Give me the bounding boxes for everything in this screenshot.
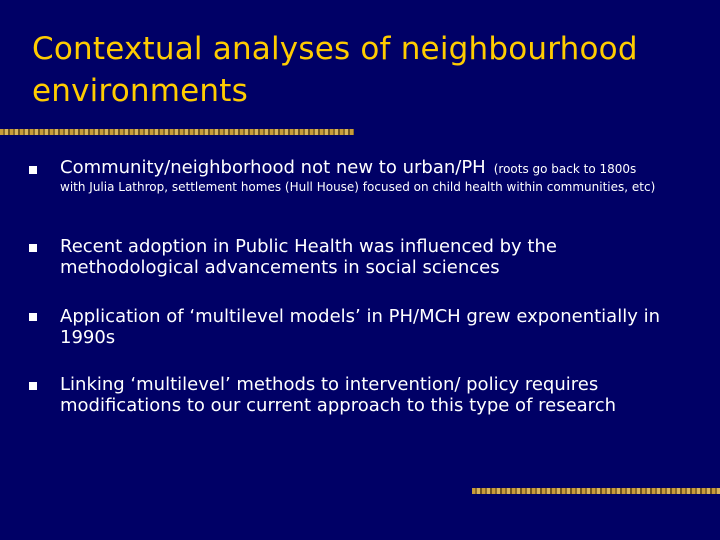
bullet-item-3: Application of ‘multilevel models’ in PH/MCH grew exponentially in 1990s — [60, 306, 660, 348]
bullet-item-2: Recent adoption in Public Health was influenced by the methodological advancements in social sciences — [60, 236, 557, 278]
bullet-item-4: Linking ‘multilevel’ methods to intervention/ policy requires modifications to our current approach to this type of research — [60, 374, 616, 416]
square-bullet-icon — [29, 313, 37, 321]
bullet-item-1-note: with Julia Lathrop, settlement homes (Hull House) focused on child health within communities, etc) — [60, 180, 656, 194]
square-bullet-icon — [29, 244, 37, 252]
slide-title: Contextual analyses of neighbourhood environments — [32, 31, 638, 109]
bullet-item-1-note-inline: (roots go back to 1800s — [493, 162, 637, 176]
square-bullet-icon — [29, 166, 37, 174]
square-bullet-icon — [29, 382, 37, 390]
bullet-item-1-text: Community/neighborhood not new to urban/PH — [60, 157, 486, 178]
footer-divider-rule — [472, 488, 720, 494]
bullet-item-1 — [60, 157, 680, 195]
